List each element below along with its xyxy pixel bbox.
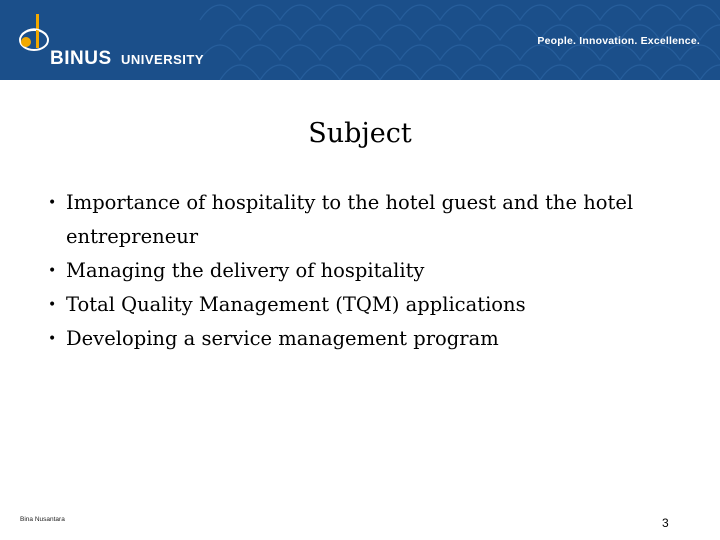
footer-institution: Bina Nusantara [20,516,65,523]
bullet-dot-icon: • [48,195,57,211]
binus-logo [14,12,214,72]
bullet-item [48,186,688,254]
header-banner [0,0,720,80]
bullet-dot-icon: • [48,263,57,279]
bullet-text: Importance of hospitality to the hotel guest and the hotel entrepreneur [66,191,634,248]
bullet-item [48,288,688,322]
bullet-text: Developing a service management program [66,327,499,350]
tagline: People. Innovation. Excellence. [537,35,700,47]
logo-binus-text: BINUS [50,48,112,69]
logo-university-text: UNIVERSITY [121,52,205,67]
bullet-dot-icon: • [48,297,57,313]
page-number: 3 [662,516,669,530]
bullet-list [48,186,688,356]
bullet-text: Managing the delivery of hospitality [66,259,425,282]
bullet-item [48,254,688,288]
bullet-dot-icon: • [48,331,57,347]
slide-title: Subject [308,118,412,149]
bullet-text: Total Quality Management (TQM) applications [66,293,526,316]
bullet-item [48,322,688,356]
